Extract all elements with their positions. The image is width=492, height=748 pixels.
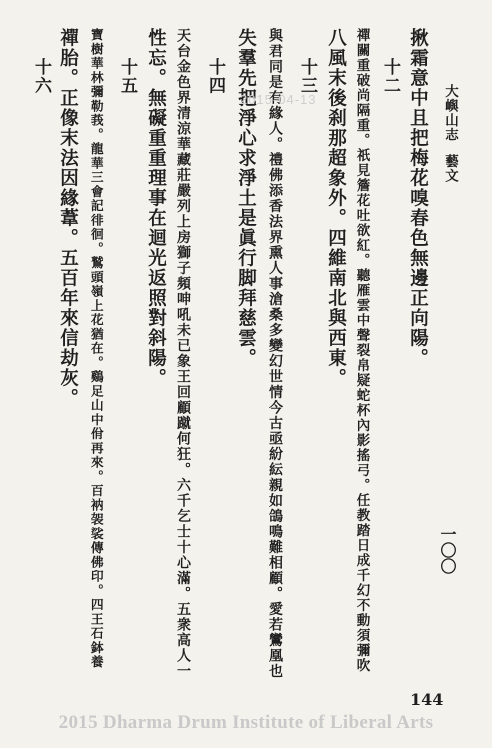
watermark: 2015 Dharma Drum Institute of Liberal Arts: [58, 712, 434, 733]
poem-number: 十三: [297, 58, 317, 95]
page-number: 144: [410, 690, 444, 709]
text-column: 天台金色界清涼華藏莊嚴列上房獅子頻呻吼未已象王回顧蹴何狂。六千乞士十心滿。五衆高人一: [175, 28, 191, 679]
running-header: [440, 84, 460, 183]
section-title: 藝文: [442, 154, 458, 183]
page-number-chinese: 一〇〇: [438, 526, 457, 574]
poem-number: 十六: [31, 58, 51, 95]
poem-number: 十二: [380, 58, 400, 95]
poem-number: 十五: [117, 58, 137, 95]
poem-number: 十四: [205, 58, 225, 95]
text-column: 失羣先把淨心求淨土是眞行脚拜慈雲。: [235, 28, 257, 368]
text-column: 禪關重破尚隔重。祇見簷花吐欲紅。聽雁雲中聲裂帛疑蛇杯內影搖弓。任教踏日成千幻不動須彌吹: [353, 28, 370, 673]
text-column: 禪胎。正像末法因緣葦。五百年來信劫灰。: [57, 28, 79, 408]
text-column: 與君同是有緣人。禮佛添香法界熏人事滄桑多變幻世情今古亟紛紜親如鴿鳴難相顧。愛若鸞凰也: [267, 28, 283, 679]
text-column: 八風末後刹那超象外。四維南北與西東。: [325, 28, 347, 388]
text-column: 性忘。無礙重重理事在迴光返照對斜陽。: [145, 28, 167, 388]
text-column: 揪霜意中且把梅花嗅春色無邊正向陽。: [407, 28, 429, 368]
date-stamp: 2015-04-13: [240, 92, 317, 107]
book-title: 大嶼山志: [442, 84, 458, 142]
text-column: 寶樹華林彌勒莪。龍華三會記徘徊。鷲頭嶺上花猶在。鷄足山中佾再來。百衲袈裟傳佛印。四王石鉢養: [87, 28, 103, 670]
